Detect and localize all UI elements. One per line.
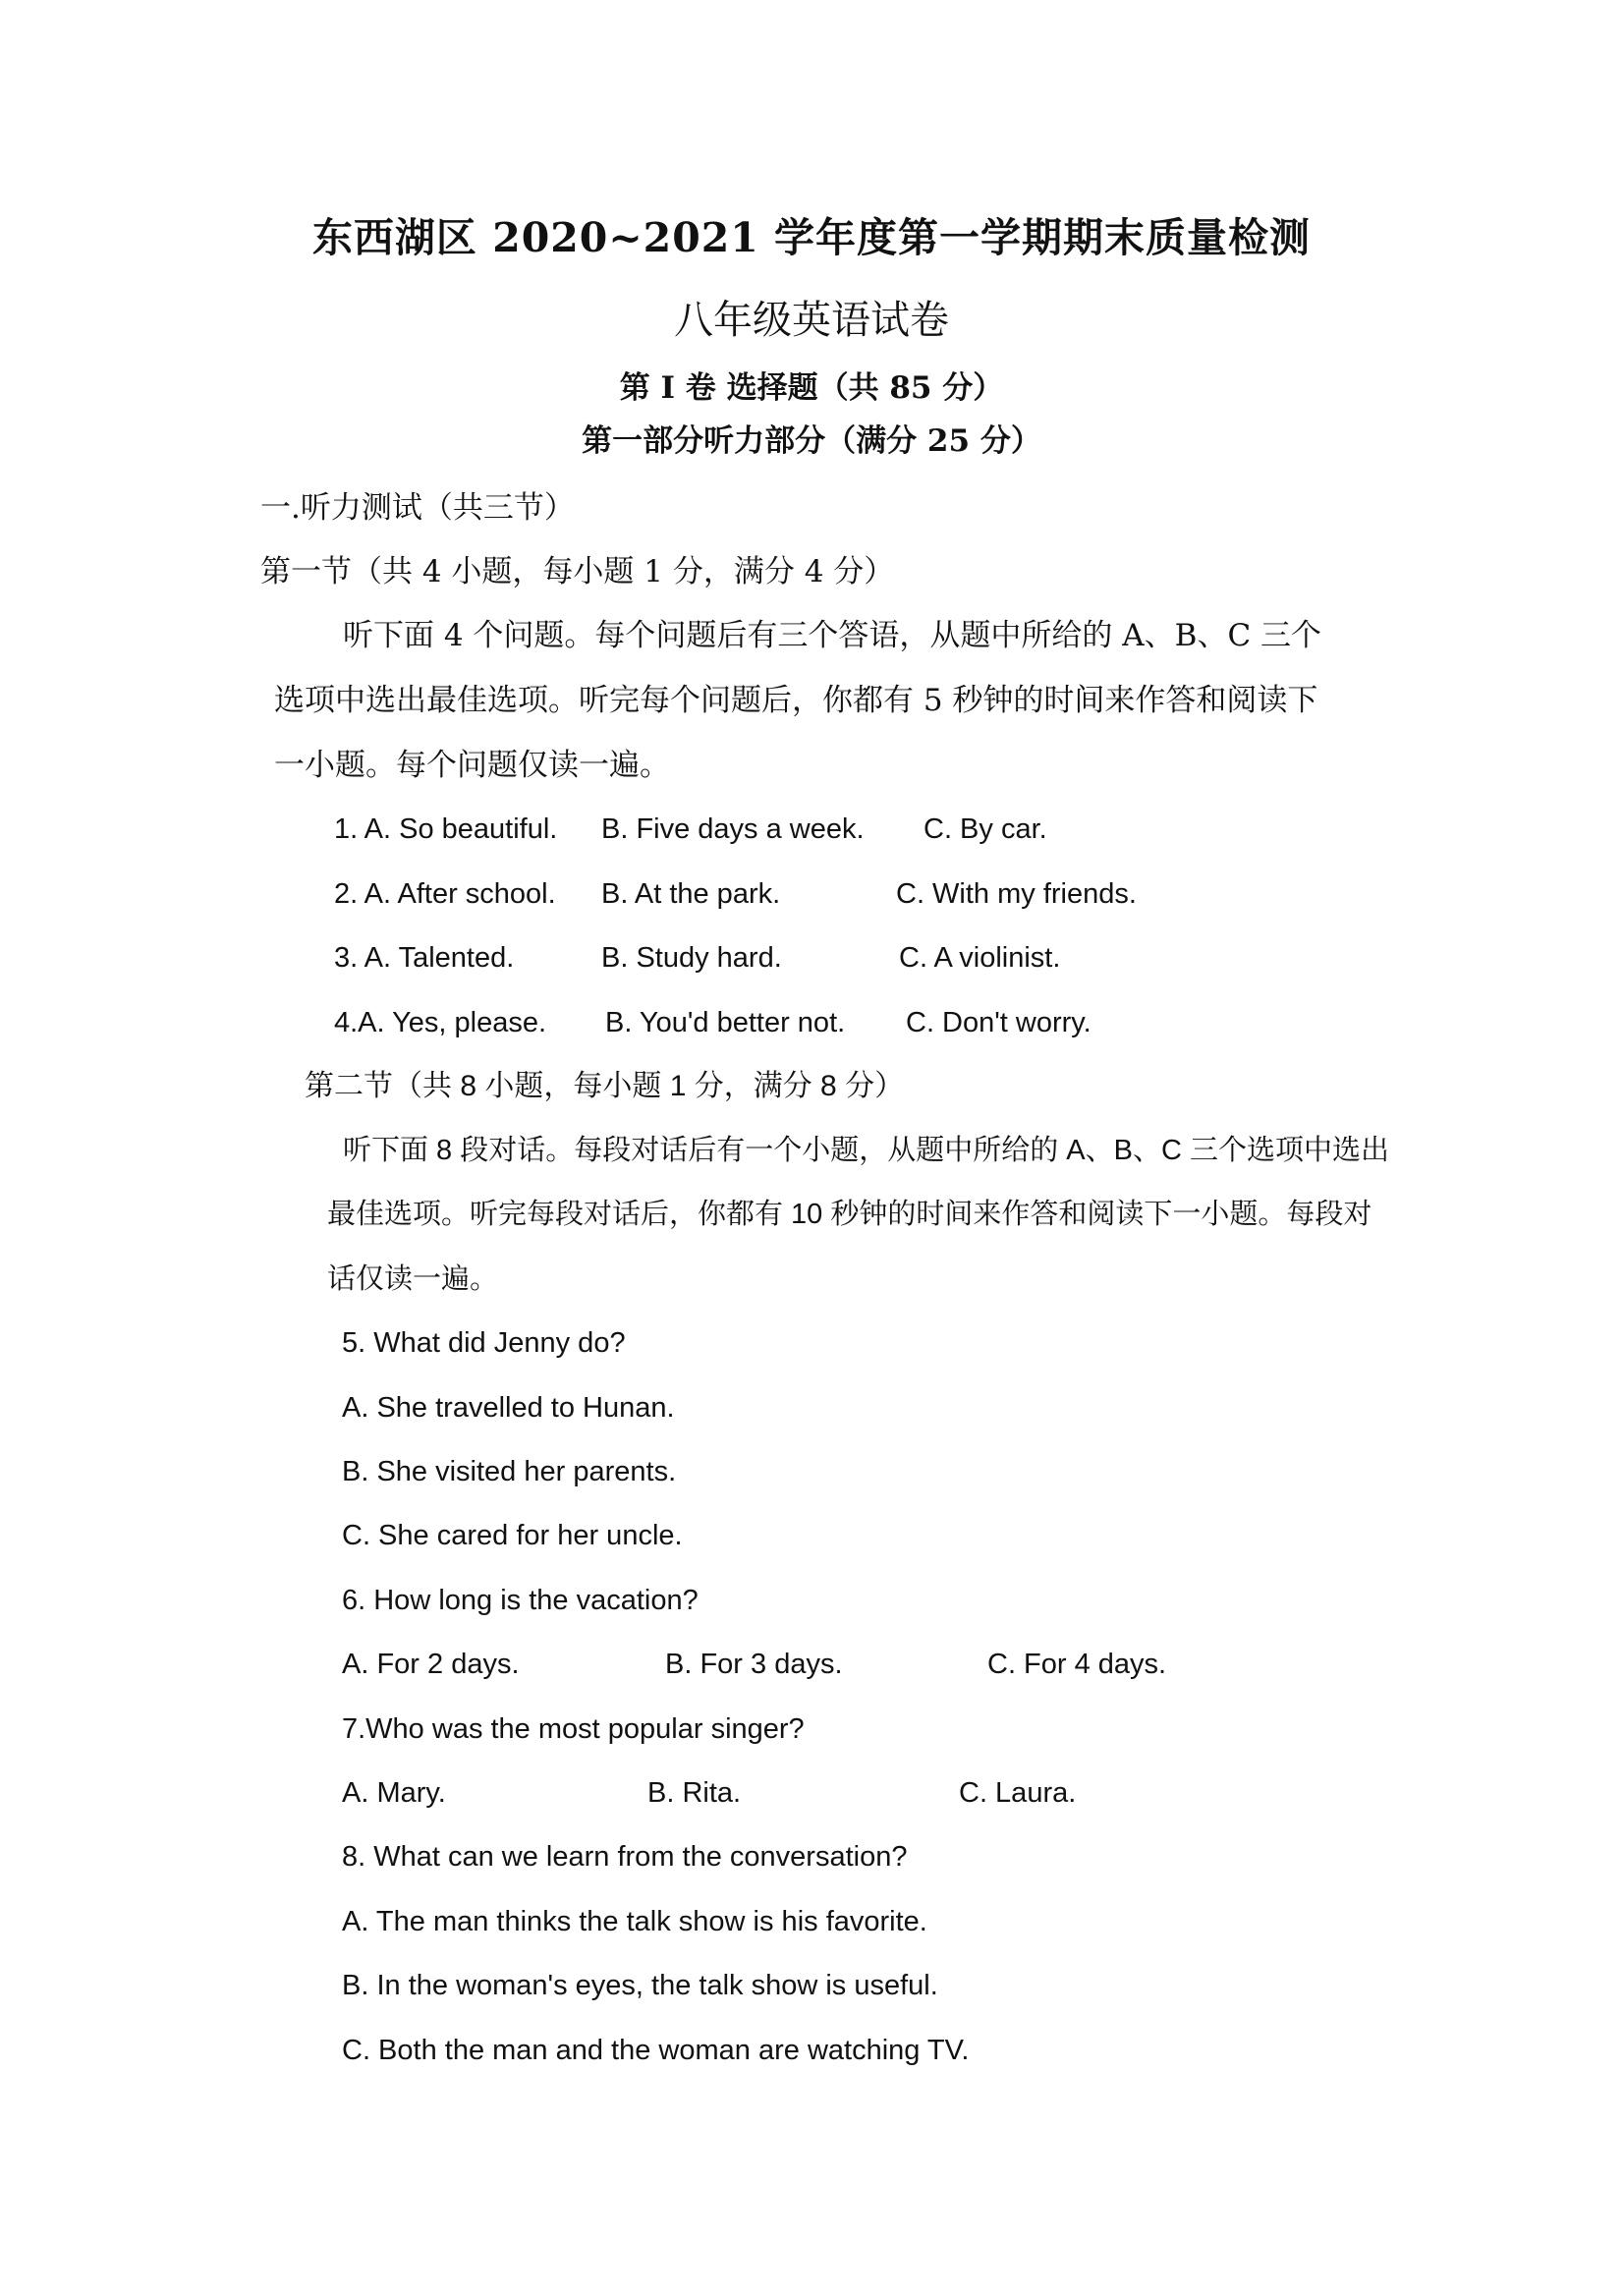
exam-subtitle: 八年级英语试卷 xyxy=(674,298,949,343)
exam-title: 东西湖区 2020~2021 学年度第一学期期末质量检测 xyxy=(311,214,1312,261)
q1-option-c: C. By car. xyxy=(923,813,1047,845)
q3-option-b: B. Study hard. xyxy=(601,942,782,974)
section1-instruction-line: 听下面 4 个问题。每个问题后有三个答语，从题中所给的 A、B、C 三个 xyxy=(343,618,1322,653)
q6-option-a: A. For 2 days. xyxy=(342,1649,520,1680)
q3-option-c: C. A violinist. xyxy=(899,942,1061,974)
part-title: 第一部分听力部分（满分 25 分） xyxy=(582,423,1041,459)
section2-instruction-line: 话仅读一遍。 xyxy=(327,1263,499,1295)
q1-option-a: 1. A. So beautiful. xyxy=(334,813,558,845)
q8-question: 8. What can we learn from the conversation? xyxy=(342,1841,908,1873)
q7-option-b: B. Rita. xyxy=(647,1777,742,1809)
q5-option-c: C. She cared for her uncle. xyxy=(342,1520,683,1551)
section1-instruction-line: 一小题。每个问题仅读一遍。 xyxy=(274,748,670,783)
section1-instruction-line: 选项中选出最佳选项。听完每个问题后，你都有 5 秒钟的时间来作答和阅读下 xyxy=(274,683,1318,718)
q3-option-a: 3. A. Talented. xyxy=(334,942,515,974)
q5-option-b: B. She visited her parents. xyxy=(342,1456,677,1487)
q2-option-a: 2. A. After school. xyxy=(334,878,556,910)
q1-option-b: B. Five days a week. xyxy=(601,813,865,845)
q8-option-b: B. In the woman's eyes, the talk show is useful. xyxy=(342,1970,938,2001)
q7-option-c: C. Laura. xyxy=(959,1777,1077,1809)
q4-option-c: C. Don't worry. xyxy=(906,1007,1091,1038)
q7-option-a: A. Mary. xyxy=(342,1777,446,1809)
q6-question: 6. How long is the vacation? xyxy=(342,1585,699,1616)
listening-section-title: 一.听力测试（共三节） xyxy=(260,490,575,526)
q5-option-a: A. She travelled to Hunan. xyxy=(342,1392,675,1424)
section2-instruction-line: 最佳选项。听完每段对话后，你都有 10 秒钟的时间来作答和阅读下一小题。每段对 xyxy=(327,1199,1372,1230)
volume-title: 第 I 卷 选择题（共 85 分） xyxy=(619,370,1004,406)
q2-option-c: C. With my friends. xyxy=(896,878,1137,910)
q6-option-c: C. For 4 days. xyxy=(987,1649,1167,1680)
q5-question: 5. What did Jenny do? xyxy=(342,1327,626,1359)
q4-option-a: 4.A. Yes, please. xyxy=(334,1007,547,1038)
q7-question: 7.Who was the most popular singer? xyxy=(342,1713,805,1745)
q4-option-b: B. You'd better not. xyxy=(605,1007,846,1038)
q2-option-b: B. At the park. xyxy=(601,878,781,910)
q8-option-c: C. Both the man and the woman are watching TV. xyxy=(342,2035,970,2066)
section2-instruction-line: 听下面 8 段对话。每段对话后有一个小题，从题中所给的 A、B、C 三个选项中选出 xyxy=(343,1135,1389,1166)
q6-option-b: B. For 3 days. xyxy=(665,1649,843,1680)
q8-option-a: A. The man thinks the talk show is his favorite. xyxy=(342,1906,927,1937)
section1-heading: 第一节（共 4 小题，每小题 1 分，满分 4 分） xyxy=(260,554,895,589)
section2-heading: 第二节（共 8 小题，每小题 1 分，满分 8 分） xyxy=(305,1070,905,1102)
